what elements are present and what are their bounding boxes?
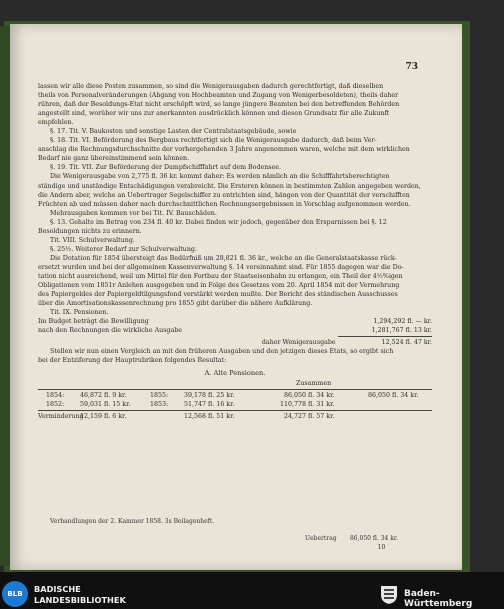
row-value: 110,778 fl. 31 kr. xyxy=(280,400,335,408)
text-line: die Andern aber, welche an Uebertrager Segelschiffer zu entrichten sind, hängen von der Quantität der verschifften xyxy=(38,191,410,199)
row-year: 1852: xyxy=(46,400,65,408)
text-line: bei der Entziferung der Hauptrubriken folgendes Resultat: xyxy=(38,357,227,365)
footer-number: 10 xyxy=(377,544,386,551)
text-line: Obligationen vom 1851r Anlehen ausgegeben und in Folge des Gesetzes vom 20. April 1854 mit der Vermehrung xyxy=(38,282,400,290)
row-year: 1855: xyxy=(150,391,169,399)
row-value: 59,031 fl. 15 kr. xyxy=(80,400,131,408)
col-total-label: Zusammen xyxy=(296,379,332,387)
table-header xyxy=(38,379,432,388)
table-row-difference xyxy=(38,412,432,421)
text-line: §. 18. Tit. VI. Beförderung des Bergbaus rechtfertigt sich die Wenigerausgabe dadurch, daß beim Ver- xyxy=(50,137,377,145)
text-line: §. 25½. Weiterer Bedarf zur Schulverwaltung. xyxy=(50,245,197,253)
blb-name-line: LANDESBIBLIOTHEK xyxy=(34,595,126,605)
carry-block xyxy=(305,534,398,552)
less-row xyxy=(38,338,432,347)
sum-rule xyxy=(338,336,432,337)
text-line: Die Dotation für 1854 übersteigt das Bedürfniß um 28,821 fl. 36 kr., welche an die Generalstaatskasse rück- xyxy=(50,254,397,262)
budget-label: Im Budget beträgt die Bewilligung xyxy=(38,318,149,326)
text-line: §. 19. Tit. VII. Zur Beförderung der Dampfschifffahrt auf dem Bodensee. xyxy=(50,164,281,172)
row-year: 1853: xyxy=(150,400,169,408)
text-line: Die Wenigerausgabe von 2,775 fl. 36 kr. kommt daher: Es werden nämlich an die Schifffahrtsberechtigten xyxy=(50,173,390,181)
accounts-label: nach den Rechnungen die wirkliche Ausgabe xyxy=(38,327,182,335)
row-value: 46,872 fl. 9 kr. xyxy=(80,391,127,399)
text-line: Tit. IX. Pensionen. xyxy=(50,309,109,317)
text-line: Mehrausgaben kommen vor bei Tit. IV. Bauschäden. xyxy=(50,209,217,217)
page-footer: Verhandlungen der 2. Kammer 1858. 3s Beilagenheft. xyxy=(50,518,215,525)
page-text xyxy=(38,82,432,421)
carry-value: 86,050 fl. 34 kr. xyxy=(349,535,398,542)
text-line: anschlag die Rechnungsdurchschnitte der vorhergehenden 3 Jahre angenommen waren, welche mit dem wirklichen xyxy=(38,146,410,154)
less-value: 12,524 fl. 47 kr. xyxy=(381,339,432,347)
budget-value: 1,294,292 fl. — kr. xyxy=(373,318,432,326)
accounts-row xyxy=(38,326,432,335)
row-value: 39,178 fl. 25 kr. xyxy=(184,391,235,399)
budget-row xyxy=(38,317,432,326)
text-line: Tit. VIII. Schulverwaltung. xyxy=(50,236,135,244)
baden-wuerttemberg-crest-icon[interactable] xyxy=(378,583,400,605)
row-value: 86,050 fl. 34 kr. xyxy=(284,391,335,399)
carry-label: Uebertrag xyxy=(305,535,337,542)
table-rule xyxy=(38,389,432,390)
text-line: lassen wir alle diese Posten zusammen, so sind die Wenigerausgaben dadurch gerechtfertigt, daß dieselben xyxy=(38,83,384,90)
page-number: 73 xyxy=(405,62,418,72)
blb-logo-icon[interactable]: BLB xyxy=(2,581,28,607)
table-row xyxy=(38,400,432,409)
text-line: theils von Personalveränderungen (Abgang von Hochbeamten und Zugang von Wenigerbesoldeten), theils daher xyxy=(38,92,399,100)
row-year: 1854: xyxy=(46,391,65,399)
state-name[interactable]: Baden-Württemberg xyxy=(404,589,473,609)
text-line: angestellt sind, worüber wir uns zur anerkannten ausdrücklich können und diesen Grundsatz für alle Zukunft xyxy=(38,110,390,118)
blb-name-line: BADISCHE xyxy=(34,584,81,594)
text-line: empfehlen. xyxy=(38,119,74,127)
text-line: ersetzt wurden und bei der allgemeinen Kassenverwaltung §. 14 vereinnahmt sind. Für 1855 dagegen war die Do- xyxy=(38,263,404,271)
text-line: §. 17. Tit. V. Baukosten und sonstige Lasten der Centralstaatsgebäude, sowie xyxy=(50,128,297,136)
text-line: Besoldungen nichts zu erinnern. xyxy=(38,227,142,235)
text-line: über die Amortisationskassenrechnung pro 1855 gibt darüber die nähere Aufklärung. xyxy=(38,300,313,308)
text-line: tation nicht ausreichend, weil um Mittel für den Fortbau der Staatseisenbahn zu erlangen, ein Theil der 4½%igen xyxy=(38,272,403,280)
blb-name[interactable] xyxy=(34,584,126,606)
accounts-value: 1,281,767 fl. 13 kr. xyxy=(371,327,432,335)
less-label: daher Wenigerausgabe xyxy=(261,339,336,347)
row-value: 24,727 fl. 57 kr. xyxy=(284,412,335,420)
text-line: des Papiergeldes der Papiergeldtilgungsfond verstärkt werden mußte. Der Bericht des ständischen Ausschusses xyxy=(38,291,398,299)
table-row xyxy=(38,391,432,400)
text-line: Stellen wir nun einen Vergleich an mit den früheren Ausgaben und den jetzigen dieses Etats, so ergibt sich xyxy=(50,348,394,356)
text-line: Früchten ab und müssen daher nach durchschnittlichen Rechnungsergebnissen in Vorschlag aufgenommen werden. xyxy=(38,200,411,208)
text-line: Bedarf nie ganz übereinstimmend sein können. xyxy=(38,155,190,163)
row-label: Verminderung xyxy=(38,412,84,420)
row-value: 86,050 fl. 34 kr. xyxy=(368,391,419,399)
table-rule xyxy=(38,410,432,411)
text-line: §. 13. Gehalte im Betrag von 234 fl. 40 kr. Dabei finden wir jedoch, gegenüber den Ersparnissen bei §. 12 xyxy=(50,218,387,226)
row-value: 51,747 fl. 16 kr. xyxy=(184,400,235,408)
book-page xyxy=(10,24,462,570)
text-line: ständige und unständige Entschädigungen verabreicht. Die Ersteren können in bestimmten Zahlen angegeben werden, xyxy=(38,182,421,190)
row-value: 12,159 fl. 6 kr. xyxy=(80,412,127,420)
section-heading: A. Alte Pensionen. xyxy=(204,369,266,378)
text-line: rühren, daß der Besoldungs-Etat nicht erschöpft wird, so lange jüngere Beamten bei den betreffenden Behörden xyxy=(38,101,400,109)
row-value: 12,568 fl. 51 kr. xyxy=(184,412,235,420)
